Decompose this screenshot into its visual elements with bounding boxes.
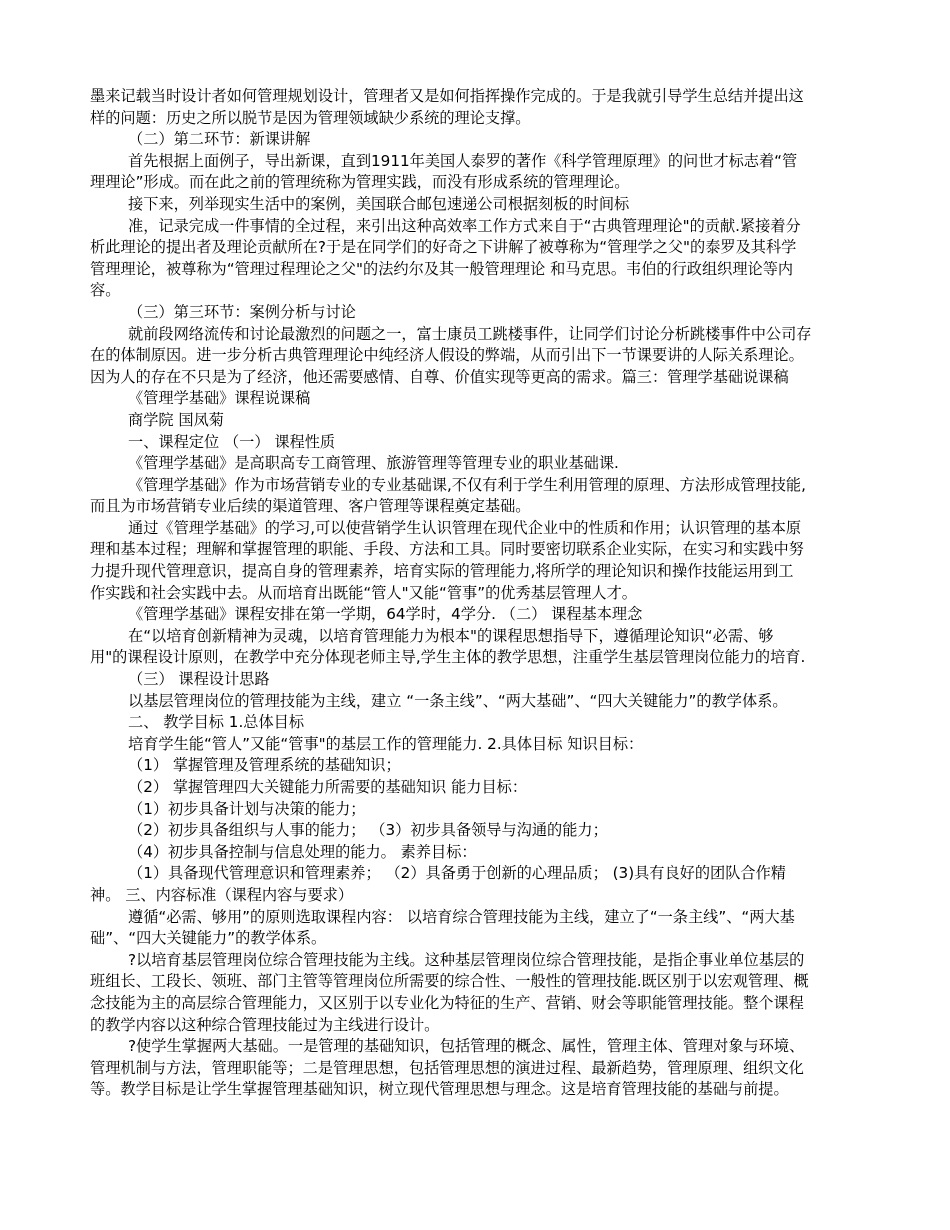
text-line: 就前段网络流传和讨论最激烈的问题之一，富士康员工跳楼事件，让同学们讨论分析跳楼事件中公司存 [128, 324, 812, 343]
text-line: 作实践和社会实践中去。从而培育出既能“管人"又能“管事”的优秀基层管理人才。 [90, 583, 637, 602]
text-line: 而且为市场营销专业后续的渠道管理、客户管理等课程奠定基础。 [90, 497, 531, 516]
document-body [90, 86, 860, 1101]
text-line: 等。教学目标是让学生掌握管理基础知识，树立现代管理思想与理念。这是培育管理技能的基础与前提。 [90, 1080, 789, 1099]
text-line: ?以培育基层管理岗位综合管理技能为主线。这种基层管理岗位综合管理技能，是指企事业单位基层的 [128, 950, 805, 969]
text-line: 样的问题：历史之所以脱节是因为管理领域缺少系统的理论支撑。 [90, 108, 531, 127]
text-line: 管理理论，被尊称为“管理过程理论之父"的法约尔及其一般管理理论 和马克思。韦伯的行政组织理论等内 [90, 259, 794, 278]
text-line: 念技能为主的高层综合管理能力，又区别于以专业化为特征的生产、营销、财会等职能管理技能。整个课程 [90, 993, 804, 1012]
text-line: 培育学生能“管人”又能“管事"的基层工作的管理能力. 2.具体目标 知识目标： [128, 734, 644, 753]
text-line: （1） 掌握管理及管理系统的基础知识； [128, 756, 401, 775]
text-line: 在“以培育创新精神为灵魂，以培育管理能力为根本"的课程思想指导下，遵循理论知识“必需、够 [128, 626, 774, 645]
text-line: （1）初步具备计划与决策的能力； [128, 799, 366, 818]
text-line: 二、 教学目标 1.总体目标 [128, 713, 305, 732]
text-line: （1）具备现代管理意识和管理素养； （2）具备勇于创新的心理品质； (3)具有良好的团队合作精 [128, 864, 786, 883]
text-line: 础”、“四大关键能力”的教学体系。 [90, 929, 327, 948]
text-line: 准，记录完成一件事情的全过程，来引出这种高效率工作方式来自于“古典管理理论"的贡献.紧接着分 [128, 216, 801, 235]
text-line: 首先根据上面例子，导出新课，直到1911年美国人泰罗的著作《科学管理原理》的问世才标志着“管 [128, 151, 798, 170]
text-line: （三） 课程设计思路 [128, 670, 270, 689]
text-line: 在的体制原因。进一步分析古典管理理论中纯经济人假设的弊端，从而引出下一节课要讲的人际关系理论。 [90, 346, 804, 365]
text-line: 神。 三、内容标准（课程内容与要求） [90, 885, 354, 904]
text-line: 遵循“必需、够用”的原则选取课程内容： 以培育综合管理技能为主线，建立了“一条主线”、“两大基 [128, 907, 795, 926]
text-line: （三）第三环节：案例分析与讨论 [128, 302, 356, 321]
text-line: 《管理学基础》是高职高专工商管理、旅游管理等管理专业的职业基础课. [128, 454, 619, 473]
text-line: 通过《管理学基础》的学习,可以使营销学生认识管理在现代企业中的性质和作用；认识管理的基本原 [128, 518, 802, 537]
text-line: 力提升现代管理意识，提高自身的管理素养，培育实际的管理能力,将所学的理论知识和操作技能运用到工 [90, 562, 794, 581]
text-line: 管理机制与方法，管理职能等；二是管理思想，包括管理思想的演进过程、最新趋势，管理原理、组织文化 [90, 1058, 804, 1077]
text-line: （二）第二环节：新课讲解 [128, 130, 311, 149]
text-line: 《管理学基础》课程安排在第一学期，64学时，4学分. （二） 课程基本理念 [128, 605, 643, 624]
text-line: 以基层管理岗位的管理技能为主线，建立 “一条主线”、“两大基础”、“四大关键能力”的教学体系。 [128, 691, 788, 710]
text-line: 一、课程定位 （一） 课程性质 [128, 432, 336, 451]
text-line: 班组长、工段长、领班、部门主管等管理岗位所需要的综合性、一般性的管理技能.既区别于以宏观管理、概 [90, 972, 809, 991]
text-line: 的教学内容以这种综合管理技能过为主线进行设计。 [90, 1015, 440, 1034]
text-line: 墨来记载当时设计者如何管理规划设计，管理者又是如何指挥操作完成的。于是我就引导学生总结并提出这 [90, 87, 804, 105]
text-line: 《管理学基础》课程说课稿 [128, 389, 311, 408]
text-line: 理理论”形成。而在此之前的管理统称为管理实践，而没有形成系统的管理理论。 [90, 173, 630, 192]
text-line: ?使学生掌握两大基础。一是管理的基础知识，包括管理的概念、属性，管理主体、管理对象与环境、 [128, 1037, 805, 1056]
text-line: 理和基本过程；理解和掌握管理的职能、手段、方法和工具。同时要密切联系企业实际，在实习和实践中努 [90, 540, 804, 559]
text-line: 接下来，列举现实生活中的案例，美国联合邮包速递公司根据刻板的时间标 [128, 194, 630, 213]
text-line: （2） 掌握管理四大关键能力所需要的基础知识 能力目标： [128, 778, 528, 796]
text-line: 析此理论的提出者及理论贡献所在?于是在同学们的好奇之下讲解了被尊称为“管理学之父"的泰罗及其科学 [90, 238, 797, 257]
text-line: 商学院 国凤菊 [128, 410, 224, 429]
text-line: 容。 [90, 281, 121, 300]
text-line: 因为人的存在不只是为了经济，他还需要感情、自尊、价值实现等更高的需求。篇三：管理学基础说课稿 [90, 367, 789, 386]
text-line: （4）初步具备控制与信息处理的能力。 素养目标： [128, 842, 477, 861]
text-line: 《管理学基础》作为市场营销专业的专业基础课,不仅有利于学生利用管理的原理、方法形成管理技能, [128, 475, 806, 494]
text-line: （2）初步具备组织与人事的能力； （3）初步具备领导与沟通的能力； [128, 821, 608, 840]
text-line: 用"的课程设计原则，在教学中充分体现老师主导,学生主体的教学思想，注重学生基层管理岗位能力的培育. [90, 648, 806, 667]
